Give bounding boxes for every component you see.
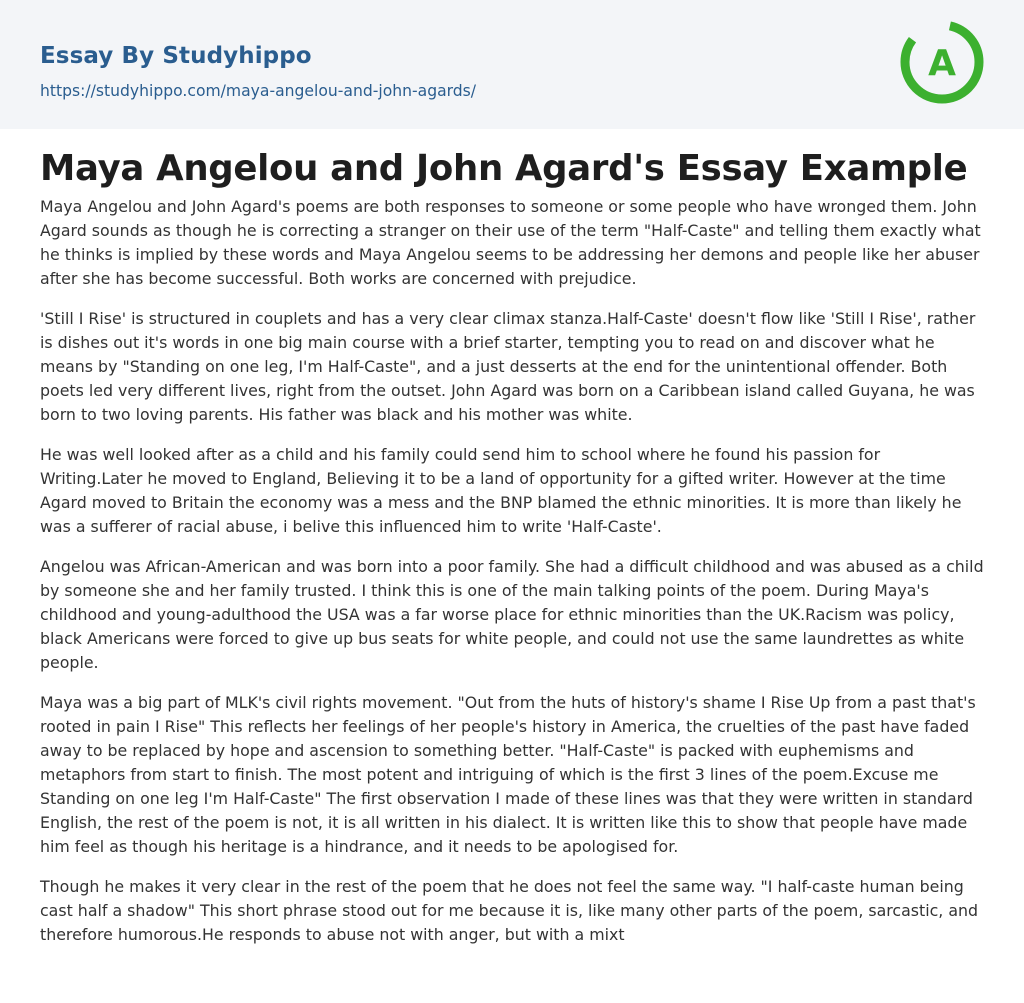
site-brand[interactable]: Essay By Studyhippo <box>40 43 312 69</box>
paragraph-1: Maya Angelou and John Agard's poems are both responses to someone or some people who have wronged them. John Agard sounds as though he is correcting a stranger on their use of the term "Half-Caste" and telling them exactly what he thinks is implied by these words and Maya Angelou seems to be addressing her demons and people like her abuser after she has become successful. Both works are concerned with prejudice. <box>40 197 981 288</box>
paragraph-3: He was well looked after as a child and his family could send him to school where he found his passion for Writing.Later he moved to England, Believing it to be a land of opportunity for a gifted writer. However at the time Agard moved to Britain the economy was a mess and the BNP blamed the ethnic minorities. It is more than likely he was a sufferer of racial abuse, i belive this influenced him to write 'Half-Caste'. <box>40 445 962 536</box>
paragraph-6: Though he makes it very clear in the rest of the poem that he does not feel the same way. "I half-caste human being cast half a shadow" This short phrase stood out for me because it is, like many other parts of the poem, sarcastic, and therefore humorous.He responds to abuse not with anger, but with a mixt <box>40 877 979 944</box>
page-url[interactable]: https://studyhippo.com/maya-angelou-and-john-agards/ <box>40 82 477 100</box>
site-header <box>0 0 1024 129</box>
paragraph-4: Angelou was African-American and was born into a poor family. She had a difficult childhood and was abused as a child by someone she and her family trusted. I think this is one of the main talking points of the poem. During Maya's childhood and young-adulthood the USA was a far worse place for ethnic minorities than the UK.Racism was policy, black Americans were forced to give up bus seats for white people, and could not use the same laundrettes as white people. <box>40 557 984 672</box>
studyhippo-logo-icon[interactable] <box>900 20 984 104</box>
paragraph-5: Maya was a big part of MLK's civil rights movement. "Out from the huts of history's shame I Rise Up from a past that's rooted in pain I Rise" This reflects her feelings of her people's history in America, the cruelties of the past have faded away to be replaced by hope and ascension to something better. "Half-Caste" is packed with euphemisms and metaphors from start to finish. The most potent and intriguing of which is the first 3 lines of the poem.Excuse me Standing on one leg I'm Half-Caste" The first observation I made of these lines was that they were written in standard English, the rest of the poem is not, it is all written in his dialect. It is written like this to show that people have made him feel as though his heritage is a hindrance, and it needs to be apologised for. <box>40 693 976 856</box>
article <box>0 148 1024 947</box>
logo-letter: A <box>928 43 956 84</box>
page-title: Maya Angelou and John Agard's Essay Example <box>40 148 968 189</box>
paragraph-2: 'Still I Rise' is structured in couplets and has a very clear climax stanza.Half-Caste' doesn't flow like 'Still I Rise', rather is dishes out it's words in one big main course with a brief starter, tempting you to read on and discover what he means by "Standing on one leg, I'm Half-Caste", and a just desserts at the end for the unintentional offender. Both poets led very different lives, right from the outset. John Agard was born on a Caribbean island called Guyana, he was born to two loving parents. His father was black and his mother was white. <box>40 309 976 424</box>
